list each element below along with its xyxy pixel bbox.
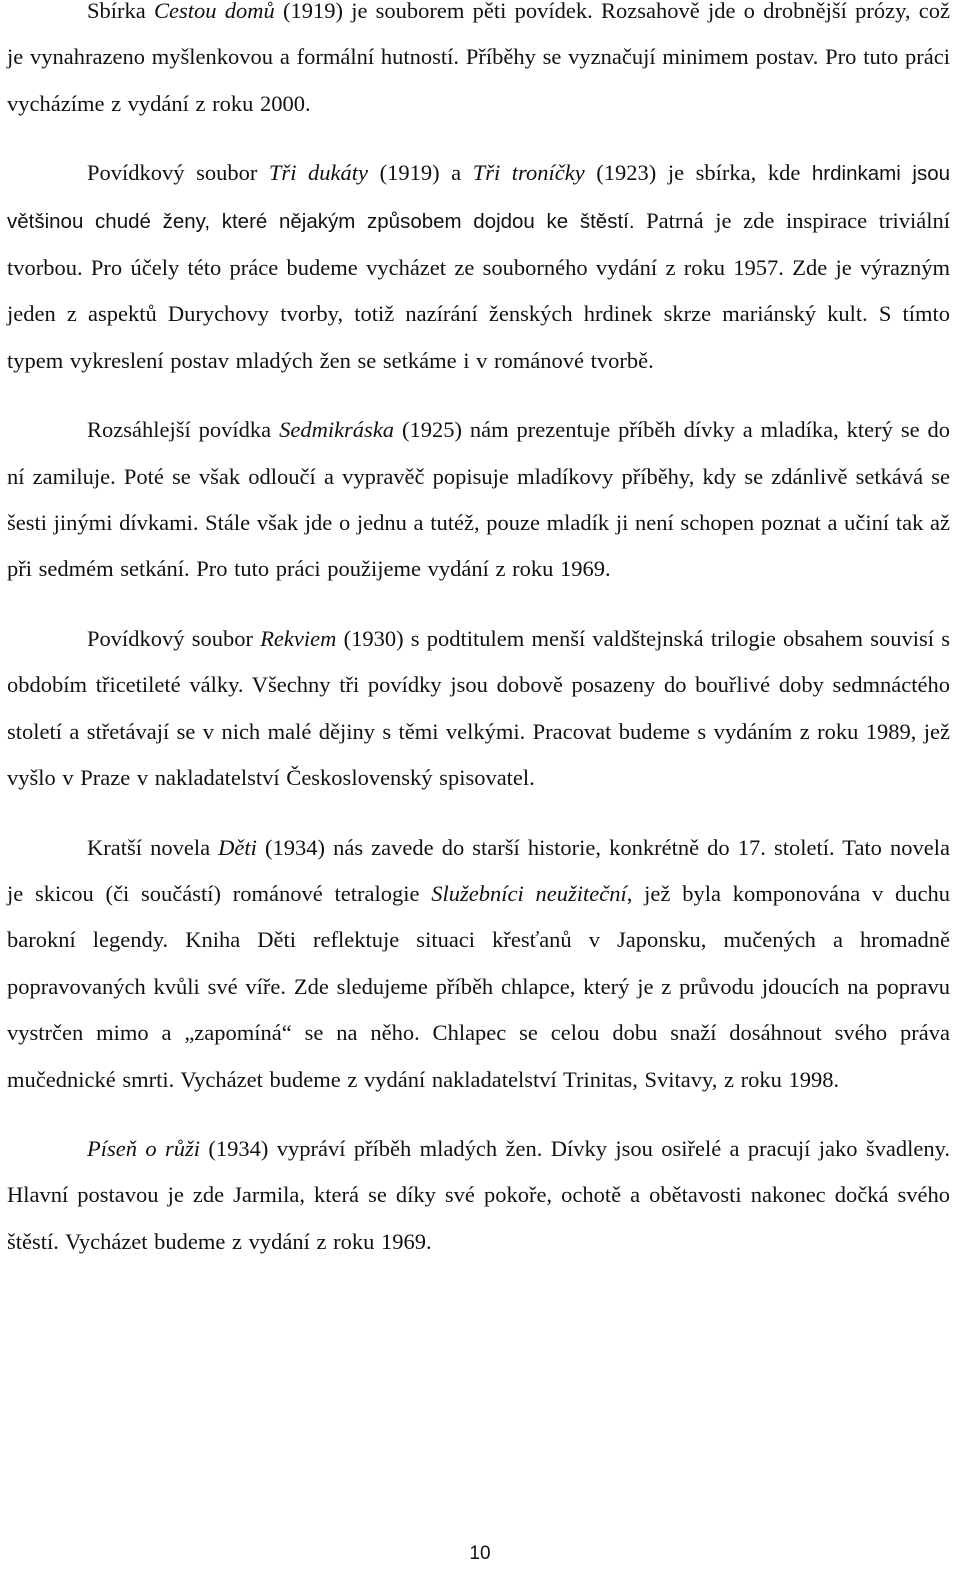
book-title-rekviem: Rekviem — [260, 625, 337, 651]
paragraph-text: , jež byla komponována v duchu barokní legendy. Kniha Děti reflektuje situaci křesťanů v Japonsku, mučených a hromadně popravovaných kvůli své víře. Zde sledujeme příběh chlapce, který je z průvodu jdoucích na popravu vystrčen mimo a „zapomíná“ se na něho. Chlapec se celou dobu snaží dosáhnout svého práva mučednické smrti. Vycházet budeme z vydání nakladatelství Trinitas, Svitavy, z roku 1998. — [7, 880, 950, 1092]
paragraph-tri-dukaty — [7, 150, 950, 384]
paragraph-text: Povídkový soubor — [87, 160, 269, 186]
book-title-tri-dukaty: Tři dukáty — [268, 160, 368, 186]
book-title-deti: Děti — [218, 834, 257, 860]
paragraph-text: (1919) je souborem pěti povídek. Rozsahově jde o drobnější prózy, což je vynahrazeno myšlenkovou a formální hutností. Příběhy se vyznačují minimem postav. Pro tuto práci vycházíme z vydání z roku 2000. — [7, 0, 950, 116]
page-number: 10 — [469, 1543, 491, 1564]
paragraph-rekviem — [7, 616, 950, 802]
paragraph-cestou-domu — [7, 0, 950, 127]
paragraph-text: Rozsáhlejší povídka — [87, 417, 280, 443]
paragraph-text: (1919) a — [368, 160, 473, 186]
book-title-sluzebnici-neuzitecni: Služebníci neužiteční — [431, 880, 627, 906]
book-title-psen-o-ruzi: Píseň o růži — [87, 1135, 200, 1161]
paragraph-text: Kratší novela — [87, 834, 219, 860]
paragraph-text: Sbírka — [87, 0, 154, 23]
book-title-sedmikraska: Sedmikráska — [279, 417, 395, 443]
paragraph-text-sans: hrdinkami jsou většinou chudé ženy, které nějakým způsobem dojdou ke štěstí. — [7, 162, 951, 233]
book-title-tri-tronicky: Tři troníčky — [472, 160, 585, 186]
paragraph-text: Patrná je zde inspirace triviální tvorbou. Pro účely této práce budeme vycházet ze souborného vydání z roku 1957. Zde je výrazným jeden z aspektů Durychovy tvorby, totiž nazírání ženských hrdinek skrze mariánský kult. S tímto typem vykreslení postav mladých žen se setkáme i v románové tvorbě. — [7, 207, 950, 373]
book-title-cestou-domu: Cestou domů — [153, 0, 275, 23]
document-page — [7, 0, 950, 1265]
paragraph-text: (1925) nám prezentuje příběh dívky a mladíka, který se do ní zamiluje. Poté se však odloučí a vypravěč popisuje mladíkovy příběhy, kdy se zdánlivě setkává se šesti jinými dívkami. Stále však jde o jednu a tutéž, pouze mladík ji není schopen poznat a učiní tak až při sedmém setkání. Pro tuto práci použijeme vydání z roku 1969. — [7, 417, 950, 582]
paragraph-deti — [7, 825, 950, 1103]
paragraph-sedmikraska — [7, 407, 950, 593]
paragraph-text: (1930) s podtitulem menší valdštejnská trilogie obsahem souvisí s obdobím třicetileté války. Všechny tři povídky jsou dobově posazeny do bouřlivé doby sedmnáctého století a střetávají se v nich malé dějiny s těmi velkými. Pracovat budeme s vydáním z roku 1989, jež vyšlo v Praze v nakladatelství Československý spisovatel. — [7, 625, 950, 791]
paragraph-psen-o-ruzi — [7, 1126, 950, 1265]
paragraph-text: (1934) nás zavede do starší historie, konkrétně do 17. století. Tato novela je skicou (či součástí) románové tetralogie — [7, 834, 950, 906]
paragraph-text: Povídkový soubor — [87, 625, 261, 651]
paragraph-text: (1923) je sbírka, kde — [584, 160, 812, 186]
paragraph-text: (1934) vypráví příběh mladých žen. Dívky jsou osiřelé a pracují jako švadleny. Hlavní postavou je zde Jarmila, která se díky své pokoře, ochotě a obětavosti nakonec dočká svého štěstí. Vycházet budeme z vydání z roku 1969. — [7, 1135, 950, 1254]
